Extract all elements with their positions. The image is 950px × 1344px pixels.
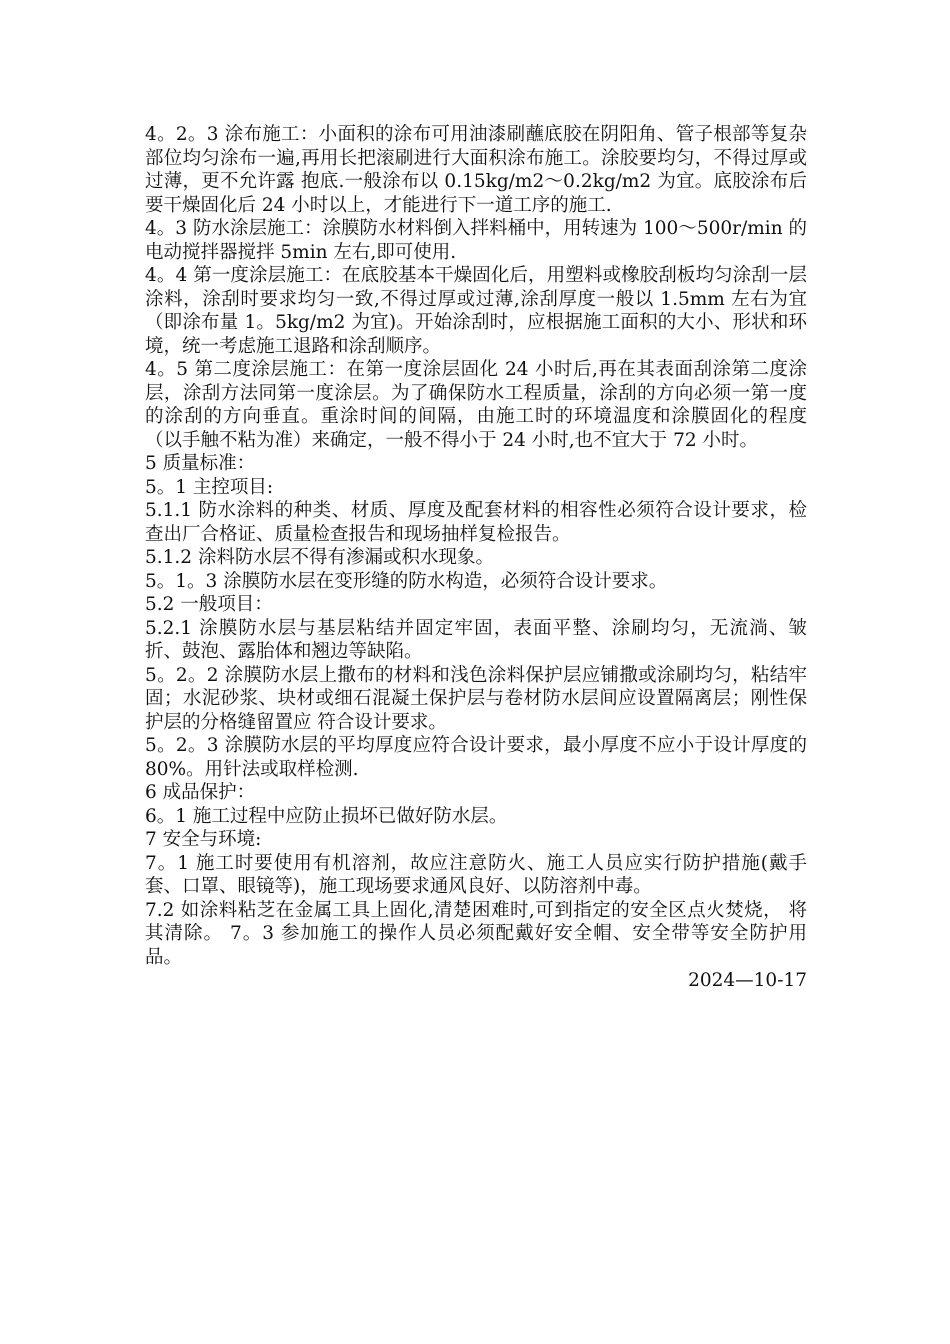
paragraph-5-2-3: 5。2。3 涂膜防水层的平均厚度应符合设计要求，最小厚度不应小于设计厚度的 80%。用针法或取样检测. (145, 735, 807, 780)
paragraph-5-1-3: 5。1。3 涂膜防水层在变形缝的防水构造，必须符合设计要求。 (145, 570, 668, 592)
paragraph-4-5: 4。5 第二度涂层施工：在第一度涂层固化 24 小时后,再在其表面刮涂第二度涂层，涂刮方法同第一度涂层。为了确保防水工程质量，涂刮的方向必须一第一度的涂刮的方向垂直。重涂时间的间隔，由施工时的环境温度和涂膜固化的程度（以手触不粘为准）来确定，一般不得小于 24 小时,也不宜大于 72 小时。 (145, 359, 807, 451)
heading-quality-standard: 5 质量标准： (145, 453, 256, 474)
paragraph-5-2-1: 5.2.1 涂膜防水层与基层粘结并固定牢固，表面平整、涂刷均匀，无流淌、皱折、鼓泡、露胎体和翘边等缺陷。 (145, 617, 807, 662)
paragraph-4-2-3: 4。2。3 涂布施工：小面积的涂布可用油漆刷蘸底胶在阴阳角、管子根部等复杂部位均匀涂布一遍,再用长把滚刷进行大面积涂布施工。涂胶要均匀，不得过厚或过薄，更不允许露 抱底.一般涂布以 0.15kg/m2～0.2kg/m2 为宜。底胶涂布后要干燥固化后 24 小时以上，才能进行下一道工序的施工. (145, 124, 807, 216)
paragraph-5-1-2: 5.1.2 涂料防水层不得有渗漏或积水现象。 (145, 547, 494, 568)
document-date: 2024—10-17 (688, 970, 807, 991)
paragraph-7-2: 7.2 如涂料粘芝在金属工具上固化,清楚困难时,可到指定的安全区点火焚烧， 将其清除。 7。3 参加施工的操作人员必须配戴好安全帽、安全带等安全防护用品。 (145, 899, 807, 968)
heading-product-protection: 6 成品保护： (145, 782, 256, 803)
paragraph-4-3: 4。3 防水涂层施工：涂膜防水材料倒入拌料桶中，用转速为 100～500r/min 的电动搅拌器搅拌 5min 左右,即可使用. (145, 218, 807, 263)
paragraph-6-1: 6。1 施工过程中应防止损坏已做好防水层。 (145, 805, 508, 827)
heading-safety-environment: 7 安全与环境: (145, 829, 262, 850)
heading-general-items: 5.2 一般项目： (145, 594, 273, 615)
paragraph-4-4: 4。4 第一度涂层施工：在底胶基本干燥固化后，用塑料或橡胶刮板均匀涂刮一层 涂料，涂刮时要求均匀一致,不得过厚或过薄,涂刮厚度一般以 1.5mm 左右为宜（即涂布量 1。5kg/m2 为宜)。开始涂刮时，应根据施工面积的大小、形状和环境，统一考虑施工退路和涂刮顺序。 (145, 265, 807, 357)
heading-main-items: 5。1 主控项目: (145, 476, 274, 498)
document-body (145, 123, 807, 993)
paragraph-7-1: 7。1 施工时要使用有机溶剂，故应注意防火、施工人员应实行防护措施(戴手套、口罩、眼镜等)，施工现场要求通风良好、以防溶剂中毒。 (145, 852, 807, 897)
paragraph-5-2-2: 5。2。2 涂膜防水层上撒布的材料和浅色涂料保护层应铺撒或涂刷均匀，粘结牢固；水泥砂浆、块材或细石混凝土保护层与卷材防水层间应设置隔离层；刚性保护层的分格缝留置应 符合设计要求。 (145, 664, 807, 733)
paragraph-5-1-1: 5.1.1 防水涂料的种类、材质、厚度及配套材料的相容性必须符合设计要求，检查出厂合格证、质量检查报告和现场抽样复检报告。 (145, 500, 807, 545)
